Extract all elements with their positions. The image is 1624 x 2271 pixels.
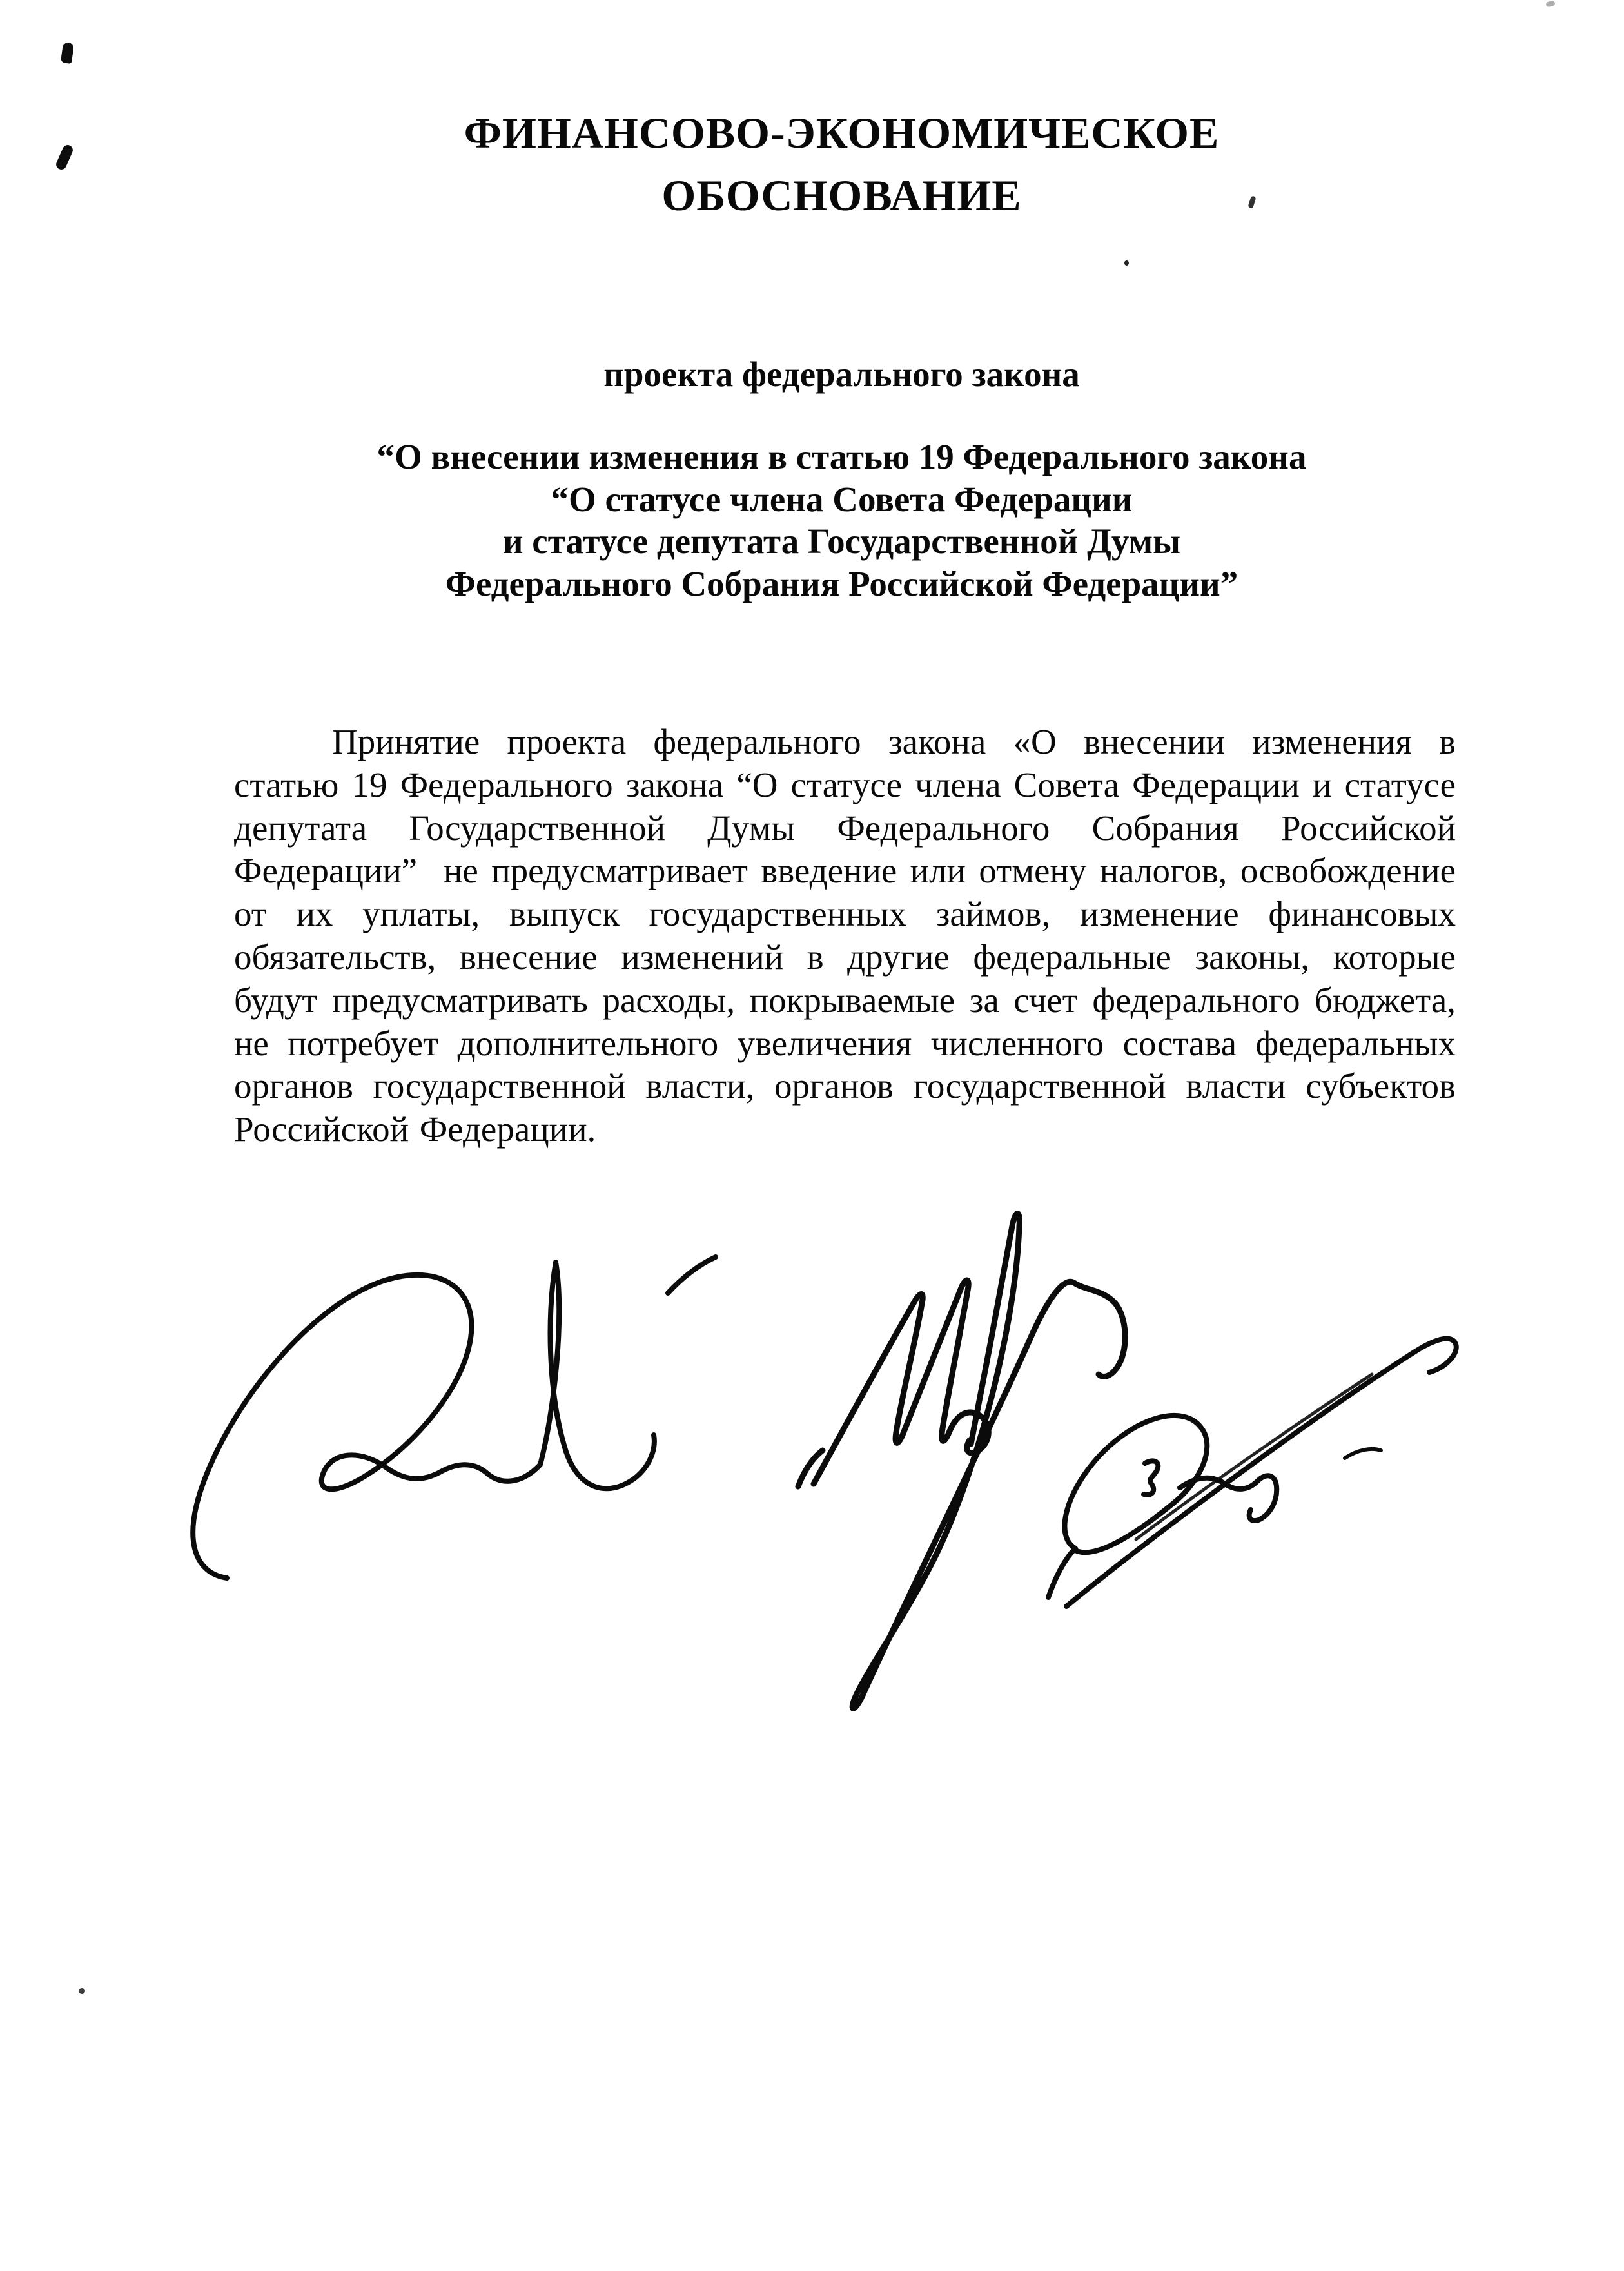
law-title-line: Федерального Собрания Российской Федерации” (445, 563, 1238, 603)
document-title (59, 102, 1624, 227)
ink-dot-bottom-left (79, 1988, 85, 1994)
document-title-line1: ФИНАНСОВО-ЭКОНОМИЧЕСКОЕ (464, 108, 1220, 157)
signature-center (798, 1214, 1125, 1709)
ink-blot-top-left (61, 42, 74, 64)
document-subtitle: проекта федерального закона (603, 355, 1080, 394)
signature-right (1048, 1339, 1456, 1606)
law-title (59, 436, 1624, 605)
ink-dot-mid (1124, 260, 1129, 266)
scan-speck-top-right (1545, 1, 1555, 8)
law-title-line: “О статусе члена Совета Федерации (551, 479, 1133, 519)
law-title-line: и статусе депутата Государственной Думы (502, 521, 1181, 561)
signature-left (193, 1257, 716, 1578)
document-title-line2: ОБОСНОВАНИЕ (661, 171, 1022, 220)
law-title-line: “О внесении изменения в статью 19 Федерального закона (377, 437, 1307, 476)
body-paragraph: Принятие проекта федерального закона «О внесении изменения в статью 19 Федерального закона “О статусе члена Совета Федерации и статусе депутата Государственной Думы Федерального Собрания Российской Федерации” не предусматривает введение или отмену налогов, освобождение от их уплаты, выпуск государственных займов, изменение финансовых обязательств, внесение изменений в другие федеральные законы, которые будут предусматривать расходы, покрываемые за счет федерального бюджета, не потребует дополнительного увеличения численного состава федеральных органов государственной власти, органов государственной власти субъектов Российской Федерации. (234, 722, 1456, 1149)
